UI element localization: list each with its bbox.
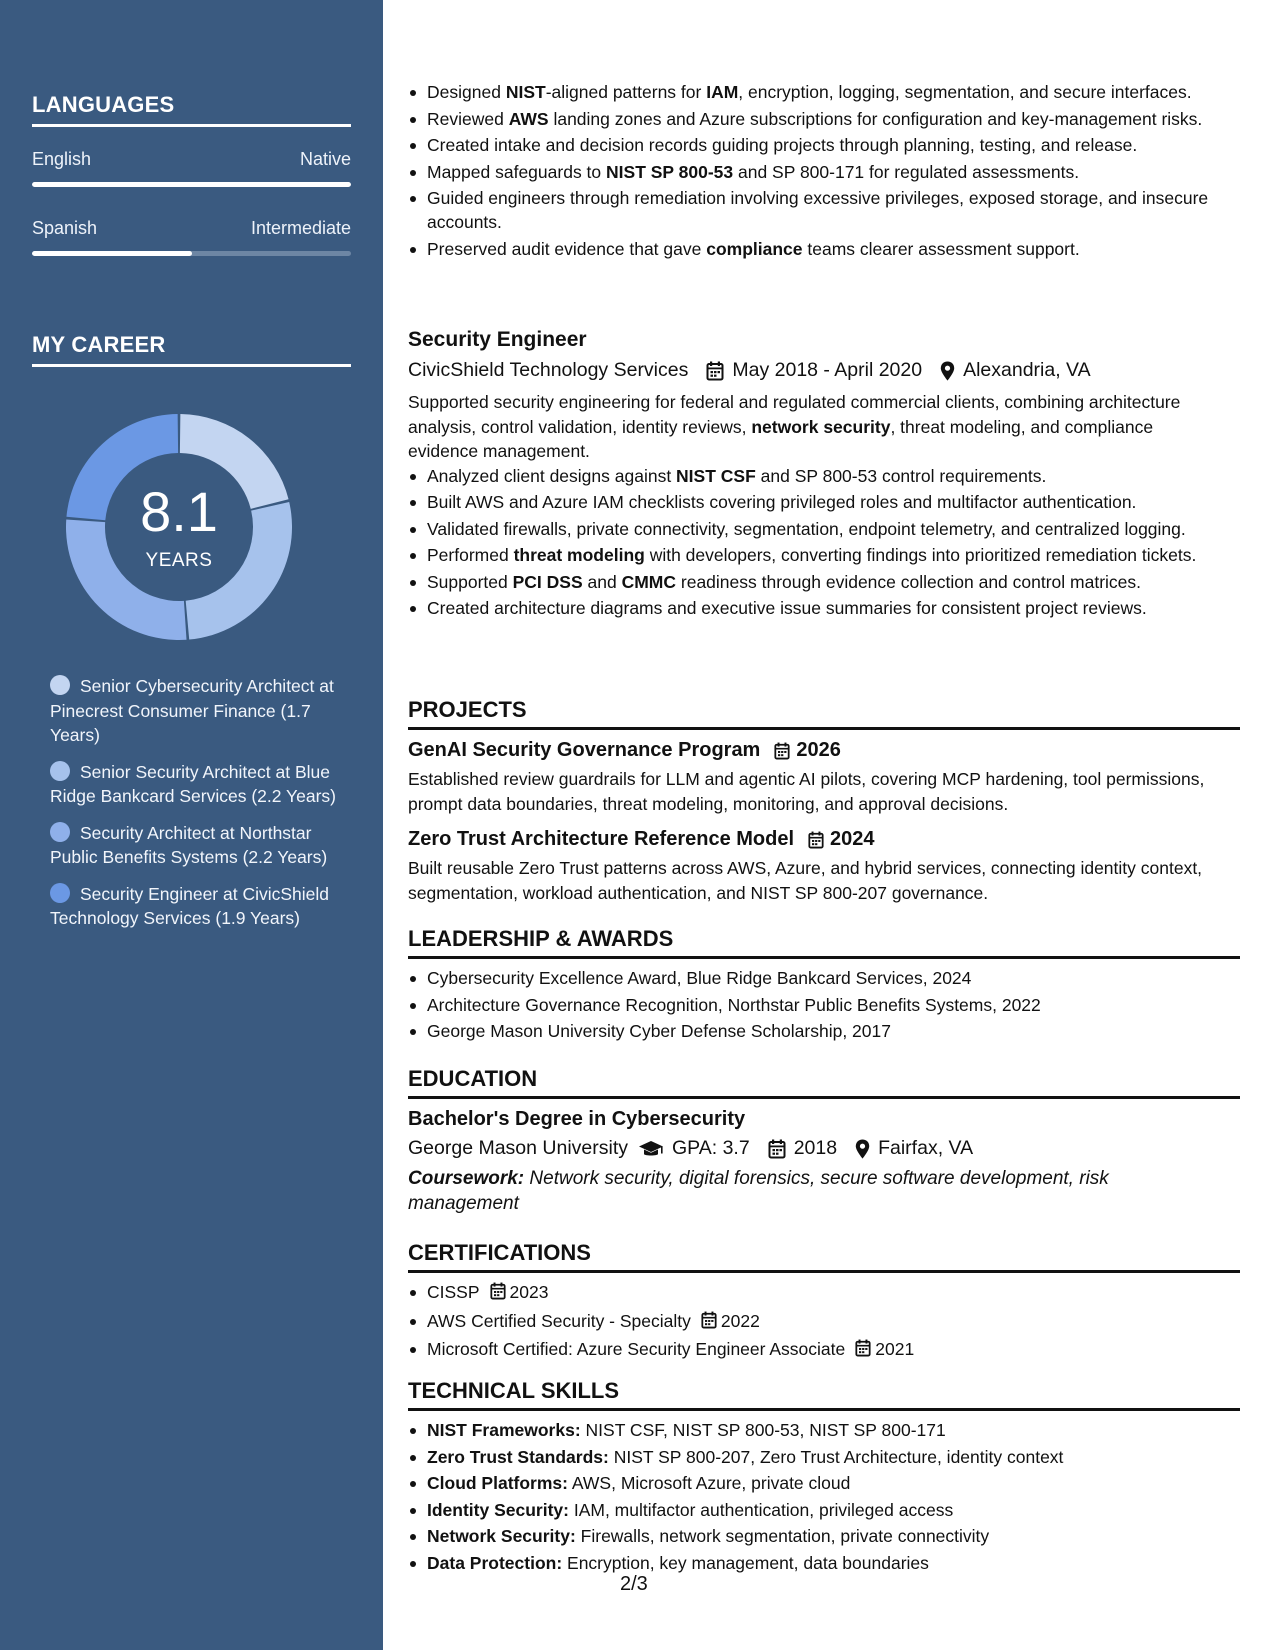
total-years-value: 8.1 <box>140 480 218 543</box>
certification-item <box>408 1337 1240 1363</box>
career-item <box>50 674 340 748</box>
job-summary: Supported security engineering for federal and regulated commercial clients, combining architecture analysis, control validation, identity reviews, network security, threat modeling, and compliance evidence management. <box>408 392 1181 461</box>
skill-item <box>408 1524 1240 1548</box>
calendar-icon <box>808 831 824 849</box>
certification-name: CISSP <box>427 1282 480 1302</box>
career-item <box>50 882 340 931</box>
skill-value: AWS, Microsoft Azure, private cloud <box>567 1473 851 1493</box>
career-section <box>32 332 351 367</box>
skills-list <box>408 1418 1240 1575</box>
skill-value: IAM, multifactor authentication, privileged access <box>568 1499 954 1520</box>
project-name: Zero Trust Architecture Reference Model <box>408 828 795 850</box>
career-dot-icon <box>50 675 70 695</box>
education-meta <box>408 1137 1240 1160</box>
calendar-icon <box>701 1311 717 1335</box>
certification-name: Microsoft Certified: Azure Security Engineer Associate <box>427 1339 846 1359</box>
certification-name: AWS Certified Security - Specialty <box>427 1310 691 1331</box>
skill-item <box>408 1418 1240 1442</box>
language-level: Native <box>299 149 351 169</box>
career-item-text: Senior Security Architect at Blue Ridge Bankcard Services (2.2 Years) <box>50 761 336 806</box>
bullet-item: Performed threat modeling with developers, converting findings into prioritized remediation tickets. <box>408 543 1218 567</box>
certification-year: 2022 <box>720 1310 760 1331</box>
project-item <box>408 828 1240 905</box>
main-content <box>408 0 1240 1650</box>
degree-title: Bachelor's Degree in Cybersecurity <box>408 1108 746 1130</box>
certifications-list <box>408 1280 1240 1363</box>
bullet-item: Supported PCI DSS and CMMC readiness through evidence collection and control matrices. <box>408 570 1218 594</box>
job-location: Alexandria, VA <box>963 359 1091 381</box>
education-section <box>408 1066 1240 1216</box>
certification-year: 2021 <box>875 1339 915 1359</box>
career-dot-icon <box>50 761 70 781</box>
bullet-item: Designed NIST-aligned patterns for IAM, encryption, logging, segmentation, and secure interfaces. <box>408 80 1218 104</box>
projects-heading: PROJECTS <box>408 697 1240 730</box>
coursework-label: Coursework: <box>408 1168 525 1189</box>
career-item-text: Security Engineer at CivicShield Technology Services (1.9 Years) <box>50 883 330 928</box>
language-name: Spanish <box>32 218 98 238</box>
career-item <box>50 821 340 870</box>
bullet-item: Created architecture diagrams and executive issue summaries for consistent project reviews. <box>408 596 1218 620</box>
graduation-year: 2018 <box>793 1137 838 1159</box>
career-legend <box>50 674 340 943</box>
skills-heading: TECHNICAL SKILLS <box>408 1378 1240 1411</box>
bullet-item: Mapped safeguards to NIST SP 800-53 and SP 800-171 for regulated assessments. <box>408 160 1218 184</box>
skill-item <box>408 1551 1240 1575</box>
project-title <box>408 828 1240 851</box>
job-dates: May 2018 - April 2020 <box>732 359 923 381</box>
skill-label: NIST Frameworks: <box>427 1420 581 1440</box>
skill-value: NIST CSF, NIST SP 800-53, NIST SP 800-171 <box>580 1420 946 1440</box>
language-row <box>32 127 351 196</box>
skills-section <box>408 1378 1240 1577</box>
certifications-heading: CERTIFICATIONS <box>408 1240 1240 1273</box>
language-bar <box>32 182 351 187</box>
certification-item <box>408 1309 1240 1335</box>
calendar-icon <box>774 742 790 760</box>
skill-value: NIST SP 800-207, Zero Trust Architecture, identity context <box>608 1446 1064 1467</box>
career-item <box>50 760 340 809</box>
total-years-unit: YEARS <box>145 550 213 571</box>
bullet-item: Analyzed client designs against NIST CSF and SP 800-53 control requirements. <box>408 464 1218 488</box>
project-item <box>408 739 1240 816</box>
award-item: Cybersecurity Excellence Award, Blue Ridge Bankcard Services, 2024 <box>408 966 1240 990</box>
bullet-item: Validated firewalls, private connectivity, segmentation, endpoint telemetry, and centralized logging. <box>408 517 1218 541</box>
skill-item <box>408 1498 1240 1522</box>
career-item-text: Security Architect at Northstar Public Benefits Systems (2.2 Years) <box>50 822 328 867</box>
projects-list <box>408 739 1240 905</box>
coursework-text: Network security, digital forensics, secure software development, risk management <box>408 1168 1109 1214</box>
languages-list <box>32 127 351 265</box>
sidebar <box>0 0 383 1650</box>
project-description: Built reusable Zero Trust patterns across AWS, Azure, and hybrid services, connecting identity context, segmentation, workload authentication, and NIST SP 800-207 governance. <box>408 858 1203 903</box>
certification-year: 2023 <box>509 1282 549 1302</box>
coursework <box>408 1166 1168 1216</box>
gpa: GPA: 3.7 <box>672 1137 750 1159</box>
job-meta <box>408 359 1218 382</box>
skill-item <box>408 1471 1240 1495</box>
bullet-item: Reviewed AWS landing zones and Azure subscriptions for configuration and key-management risks. <box>408 107 1218 131</box>
language-level: Intermediate <box>250 218 351 238</box>
bullet-item: Guided engineers through remediation involving excessive privileges, exposed storage, and insecure accounts. <box>408 186 1218 234</box>
skill-label: Zero Trust Standards: <box>427 1446 609 1467</box>
graduation-cap-icon <box>638 1139 664 1159</box>
map-pin-icon <box>940 361 955 381</box>
job-company: CivicShield Technology Services <box>408 359 689 381</box>
certifications-section <box>408 1240 1240 1366</box>
awards-section <box>408 926 1240 1046</box>
skill-value: Firewalls, network segmentation, private connectivity <box>575 1526 990 1546</box>
career-dot-icon <box>50 883 70 903</box>
job-security-engineer <box>408 328 1218 623</box>
project-title <box>408 739 1240 762</box>
project-description: Established review guardrails for LLM and agentic AI pilots, covering MCP hardening, tool permissions, prompt data boundaries, threat modeling, monitoring, and approval decisions. <box>408 769 1205 814</box>
skill-value: Encryption, key management, data boundaries <box>562 1552 929 1573</box>
awards-heading: LEADERSHIP & AWARDS <box>408 926 1240 959</box>
education-heading: EDUCATION <box>408 1066 1240 1099</box>
certification-item <box>408 1280 1240 1306</box>
page-number: 2/3 <box>620 1573 648 1595</box>
languages-heading: LANGUAGES <box>32 92 351 127</box>
awards-list <box>408 966 1240 1043</box>
language-bar-fill <box>32 182 351 187</box>
school-name: George Mason University <box>408 1137 629 1159</box>
skill-item <box>408 1445 1240 1469</box>
award-item: Architecture Governance Recognition, Northstar Public Benefits Systems, 2022 <box>408 993 1240 1017</box>
award-item: George Mason University Cyber Defense Scholarship, 2017 <box>408 1019 1240 1043</box>
calendar-icon <box>768 1139 786 1159</box>
skill-label: Cloud Platforms: <box>427 1473 568 1493</box>
career-dot-icon <box>50 822 70 842</box>
school-location: Fairfax, VA <box>878 1137 974 1159</box>
map-pin-icon <box>855 1139 870 1159</box>
career-donut-chart <box>66 414 292 640</box>
language-bar-fill <box>32 251 192 256</box>
bullet-item: Created intake and decision records guiding projects through planning, testing, and release. <box>408 133 1218 157</box>
language-bar <box>32 251 351 256</box>
previous-job-bullets <box>408 80 1218 263</box>
career-heading: MY CAREER <box>32 332 351 367</box>
calendar-icon <box>706 361 724 381</box>
career-item-text: Senior Cybersecurity Architect at Pinecrest Consumer Finance (1.7 Years) <box>50 676 334 745</box>
languages-section <box>32 92 351 265</box>
language-row <box>32 196 351 265</box>
bullet-item: Built AWS and Azure IAM checklists covering privileged roles and multifactor authentication. <box>408 490 1218 514</box>
project-year: 2026 <box>796 739 841 761</box>
project-name: GenAI Security Governance Program <box>408 739 761 761</box>
bullet-item: Preserved audit evidence that gave compliance teams clearer assessment support. <box>408 237 1218 261</box>
job-bullets <box>408 464 1218 621</box>
projects-section <box>408 697 1240 905</box>
project-year: 2024 <box>830 828 875 850</box>
language-name: English <box>32 149 92 169</box>
skill-label: Data Protection: <box>427 1552 563 1573</box>
job-title: Security Engineer <box>408 328 587 351</box>
skill-label: Identity Security: <box>427 1499 569 1520</box>
calendar-icon <box>490 1282 506 1306</box>
calendar-icon <box>855 1339 871 1363</box>
skill-label: Network Security: <box>427 1526 576 1546</box>
